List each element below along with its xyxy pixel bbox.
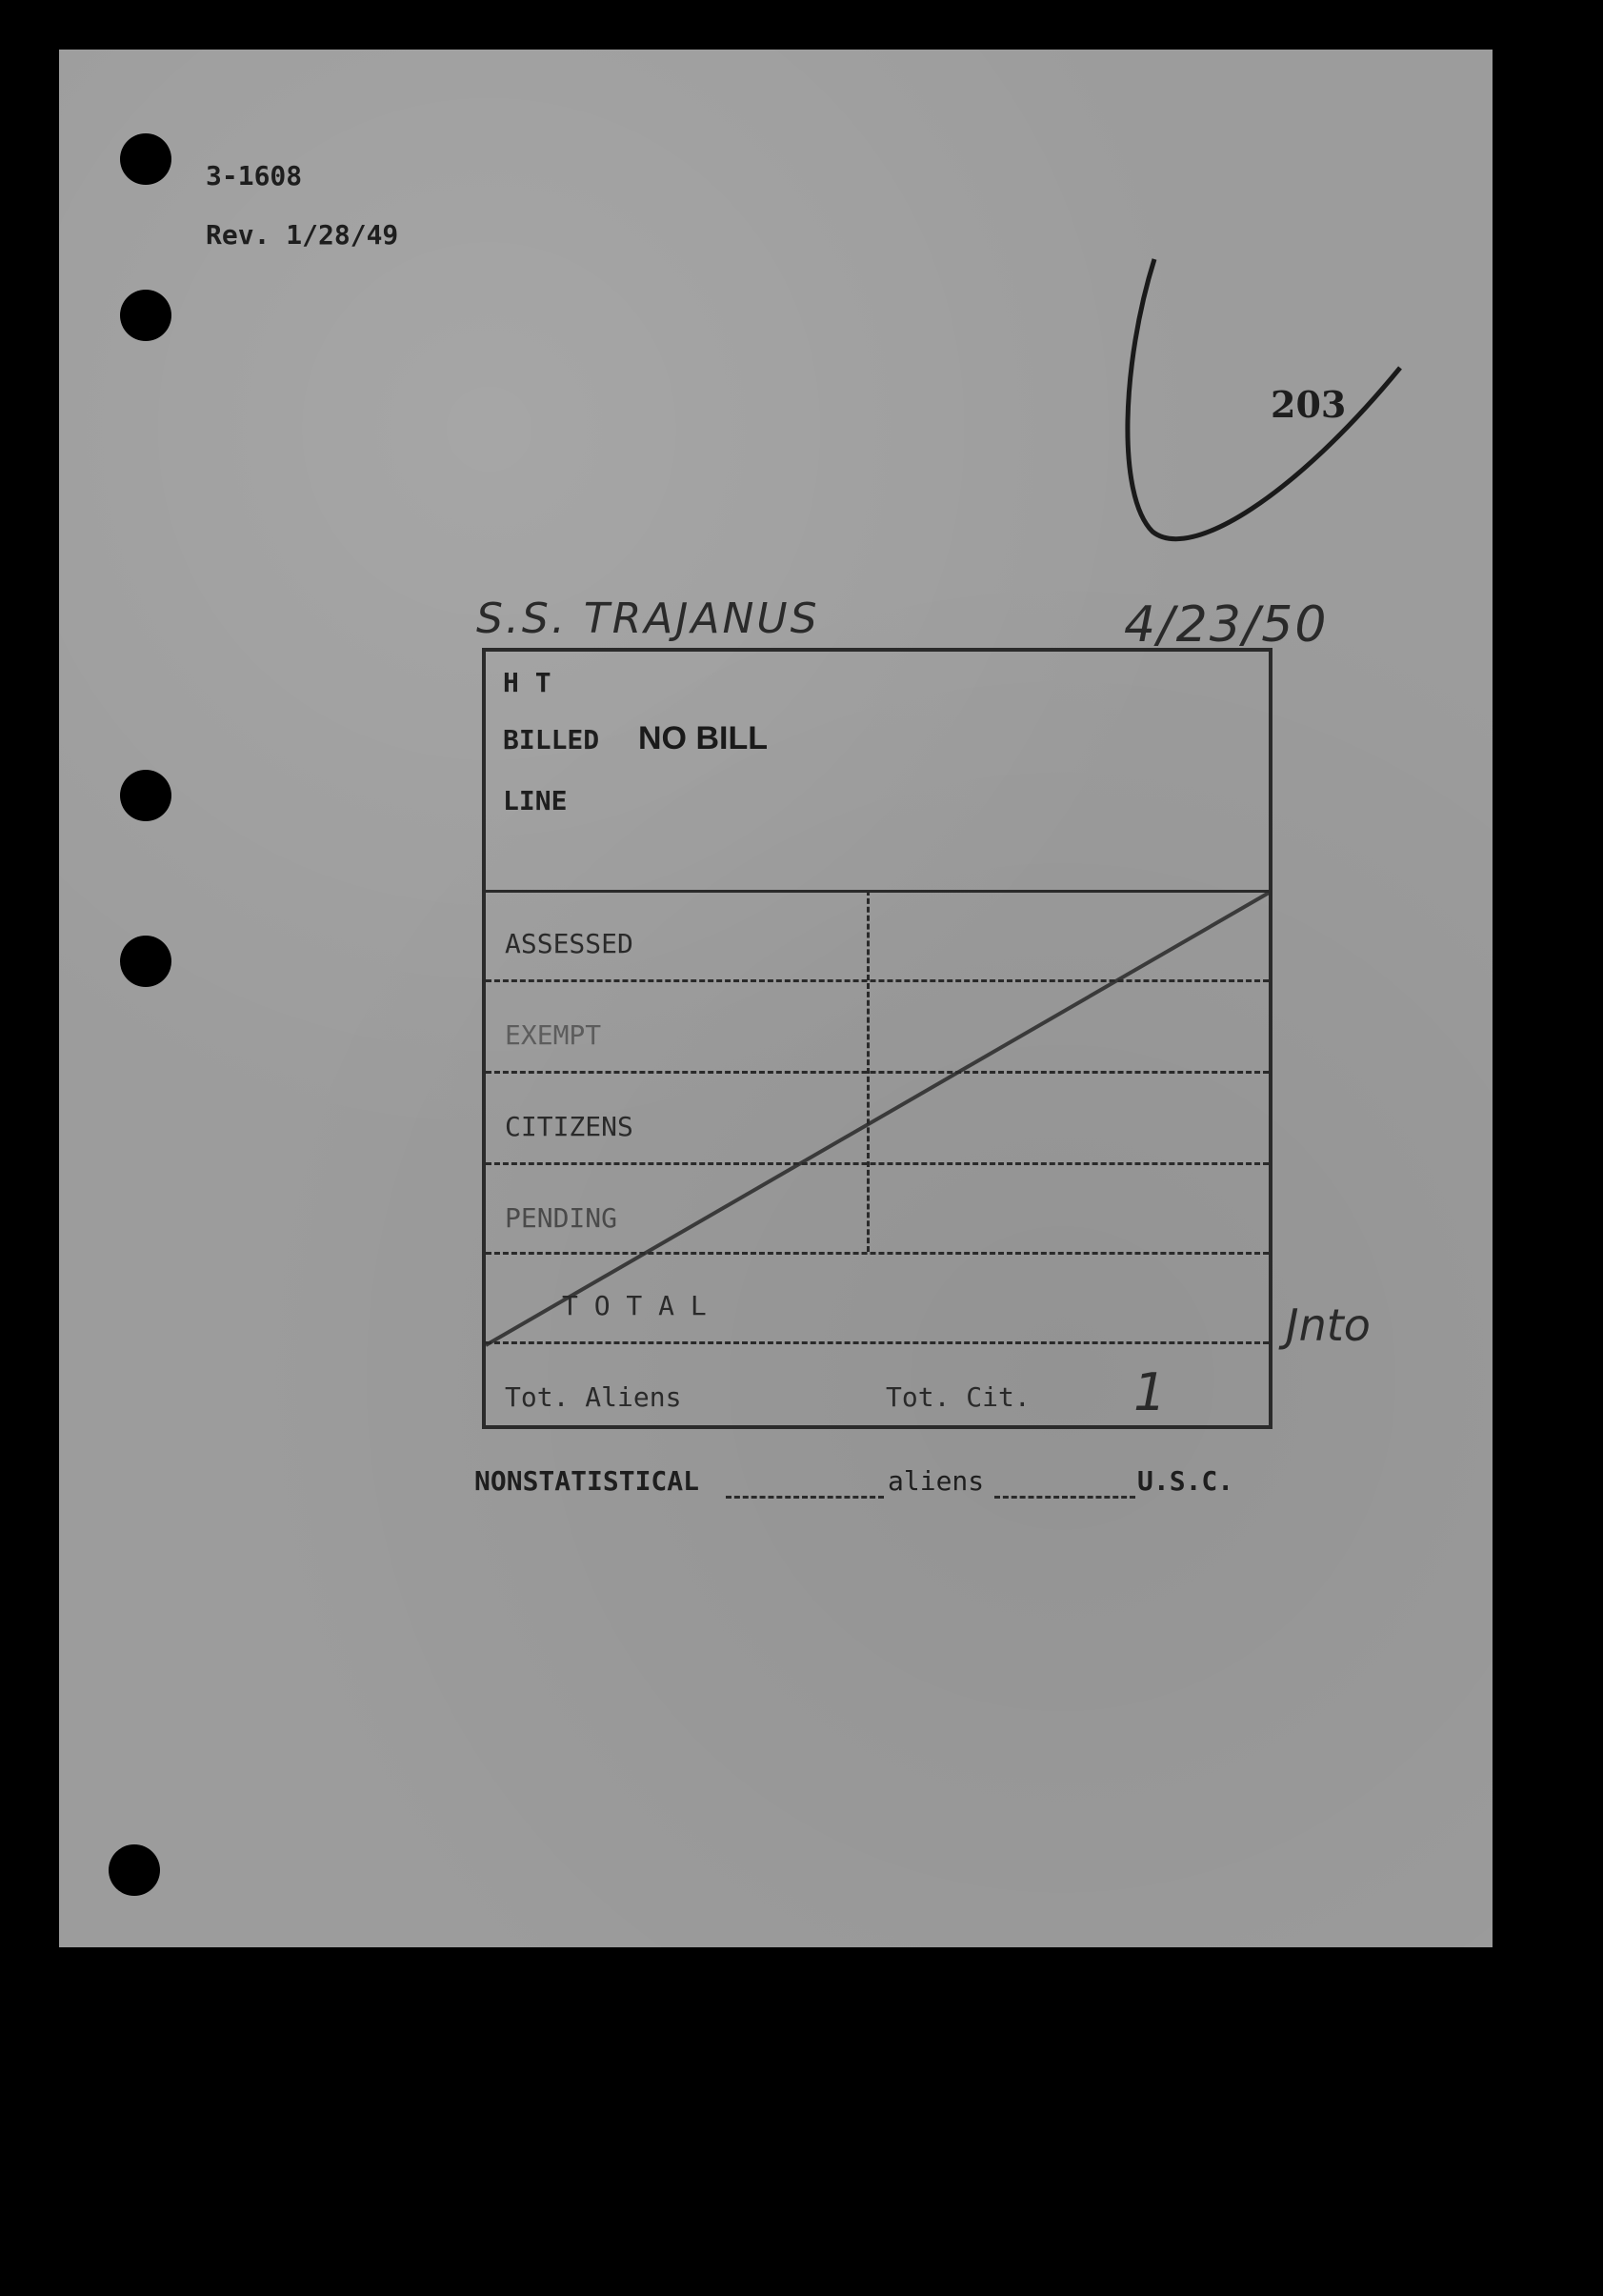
- handwritten-initials: Jnto: [1286, 1299, 1371, 1351]
- divider: [486, 1162, 1269, 1165]
- divider: [486, 890, 1269, 893]
- billed-label: BILLED: [503, 724, 600, 755]
- total-label: T O T A L: [562, 1290, 707, 1321]
- row-label-pending: PENDING: [505, 1202, 618, 1234]
- aliens-label: aliens: [888, 1465, 985, 1497]
- column-divider: [867, 890, 870, 1252]
- row-label-exempt: EXEMPT: [505, 1019, 602, 1051]
- line-label: LINE: [503, 785, 568, 816]
- ht-label: H T: [503, 667, 551, 698]
- no-bill-stamp: NO BILL: [638, 720, 768, 756]
- row-label-citizens: CITIZENS: [505, 1111, 633, 1142]
- form-table: [482, 648, 1272, 1429]
- revision-date: Rev. 1/28/49: [206, 219, 399, 251]
- divider: [486, 979, 1269, 982]
- divider: [486, 1341, 1269, 1344]
- form-number: 3-1608: [206, 160, 303, 191]
- check-mark-stroke: [1128, 259, 1400, 539]
- page-number: 203: [1271, 383, 1347, 426]
- nonstatistical-blank: [726, 1496, 884, 1499]
- nonstatistical-label: NONSTATISTICAL: [474, 1465, 700, 1497]
- usc-label: U.S.C.: [1137, 1465, 1234, 1497]
- vessel-name: S.S. TRAJANUS: [476, 594, 820, 643]
- divider: [486, 1252, 1269, 1255]
- aliens-blank: [994, 1496, 1135, 1499]
- tot-aliens-label: Tot. Aliens: [505, 1381, 682, 1413]
- tot-cit-mark: 1: [1133, 1362, 1167, 1422]
- tot-cit-label: Tot. Cit.: [886, 1381, 1031, 1413]
- row-label-assessed: ASSESSED: [505, 928, 633, 959]
- divider: [486, 1071, 1269, 1074]
- handwritten-date: 4/23/50: [1124, 596, 1329, 654]
